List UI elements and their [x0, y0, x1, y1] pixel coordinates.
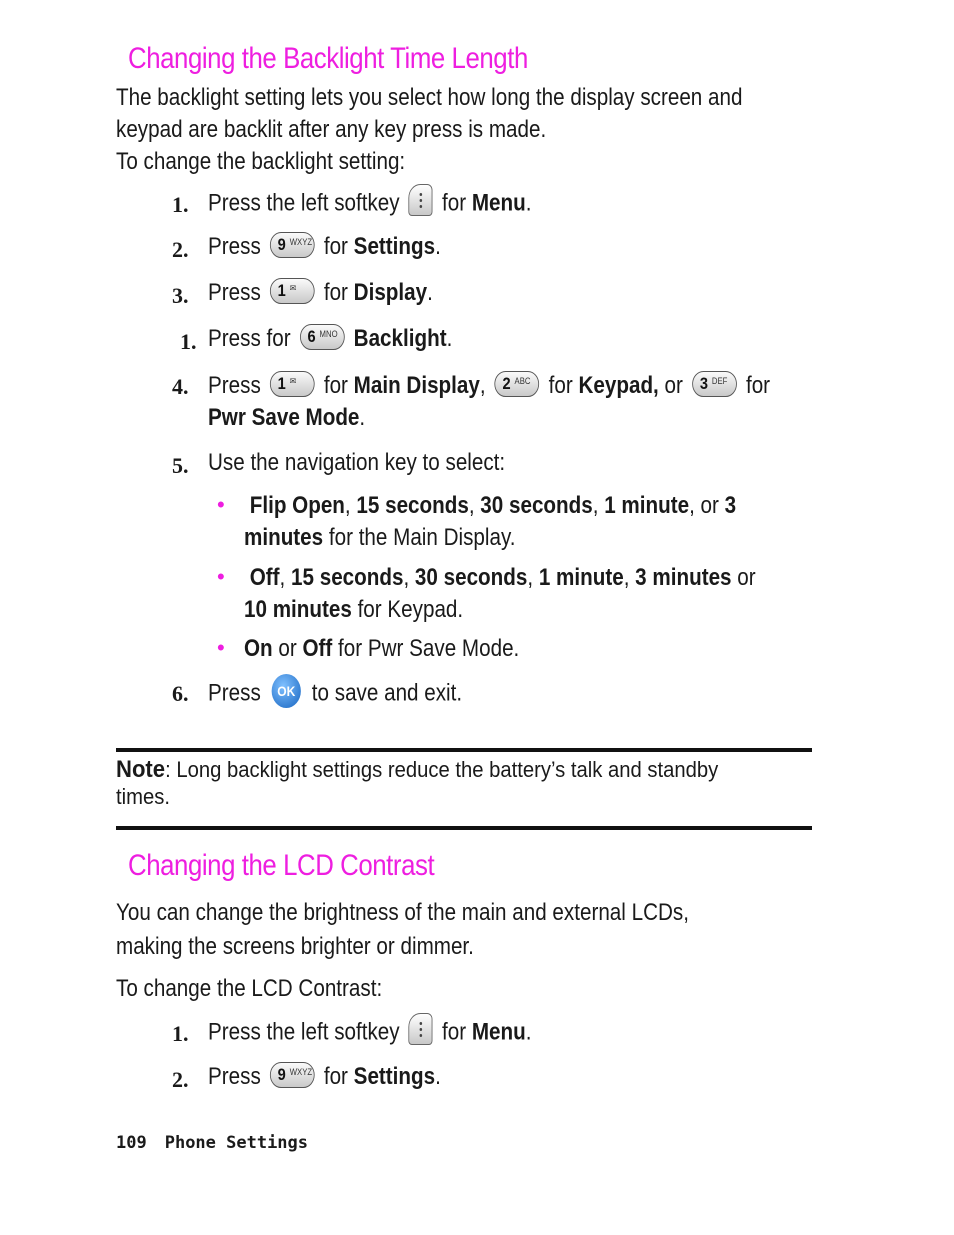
key-1-icon — [270, 371, 315, 397]
step-number: 2. — [172, 237, 189, 262]
key-letters: WXYZ — [289, 1066, 313, 1077]
step-pre: Press the left softkey — [208, 1018, 400, 1046]
intro-line: To change the LCD Contrast: — [116, 975, 383, 1002]
step-text — [208, 370, 770, 434]
step-text — [208, 1017, 531, 1049]
note-top-rule — [116, 748, 812, 752]
bullet-bold: 3 minutes — [635, 564, 732, 591]
step-bold: Settings — [353, 233, 436, 260]
step-text — [208, 188, 531, 220]
bullet-sep: , — [468, 492, 475, 519]
envelope-icon: ✉ — [289, 282, 297, 293]
step-post: . — [427, 279, 433, 306]
step-text: Use the navigation key to select: — [208, 449, 506, 476]
step-number: 1. — [180, 329, 197, 354]
bullet-sep: , — [344, 492, 351, 519]
key-letters: ABC — [514, 375, 531, 386]
step-number: 5. — [172, 453, 189, 478]
key-letters: WXYZ — [289, 236, 313, 247]
step-text — [208, 233, 441, 261]
step-sep: , — [479, 372, 486, 399]
note-text: times. — [116, 784, 170, 809]
bullet-bold: Off — [302, 635, 333, 662]
bullet-bold: 15 seconds — [356, 492, 469, 519]
intro-paragraph — [116, 896, 787, 964]
step-bold: Settings — [353, 1063, 436, 1090]
step-post: to save and exit. — [311, 679, 463, 707]
bullet-tail: for Pwr Save Mode. — [338, 635, 520, 662]
key-2-icon — [495, 371, 540, 397]
bullet-bold: 30 seconds — [480, 492, 593, 519]
intro-line: keypad are backlit after any key press is made. — [116, 116, 547, 143]
step-mid: for — [323, 233, 348, 260]
key-9-icon — [270, 1062, 315, 1088]
key-number: 1 — [277, 280, 286, 300]
key-3-icon — [692, 371, 737, 397]
note-text: : Long backlight settings reduce the battery’s talk and standby — [165, 757, 719, 782]
bullet-icon: • — [217, 564, 225, 589]
bullet-sep: , or — [689, 492, 719, 519]
key-9-icon — [270, 232, 315, 258]
step-number: 3. — [172, 283, 189, 308]
step-post: . — [359, 404, 366, 431]
bullet-text — [244, 490, 736, 554]
bullet-icon: • — [217, 492, 225, 517]
step-post: . — [435, 233, 441, 260]
bullet-sep: or — [278, 635, 297, 662]
page-footer — [116, 1133, 308, 1153]
page-number: 109 — [116, 1133, 147, 1153]
key-number: 3 — [699, 373, 708, 393]
bullet-bold: On — [244, 635, 273, 662]
bullet-bold: Flip Open — [249, 492, 345, 519]
intro-line: making the screens brighter or dimmer. — [116, 933, 474, 960]
bullet-tail: for Keypad. — [357, 596, 464, 623]
left-softkey-icon — [409, 184, 433, 216]
step-pre: Press — [208, 372, 261, 399]
step-bold: Main Display — [353, 372, 480, 399]
bullet-text — [244, 633, 519, 665]
step-pre: Press — [208, 1063, 261, 1090]
step-post: . — [435, 1063, 441, 1090]
note-bottom-rule — [116, 826, 812, 830]
step-number: 1. — [172, 1021, 189, 1046]
step-post: . — [525, 189, 532, 217]
intro-line: You can change the brightness of the main and external LCDs, — [116, 899, 689, 926]
step-mid: for — [323, 372, 348, 399]
step-or: or — [664, 372, 683, 399]
envelope-icon: ✉ — [289, 375, 297, 386]
step-bold: Menu — [471, 189, 526, 217]
bullet-bold: Off — [249, 564, 280, 591]
step-text — [208, 677, 462, 711]
key-letters: MNO — [319, 328, 338, 339]
bullet-sep: or — [737, 564, 756, 591]
bullet-icon: • — [217, 635, 225, 660]
step-mid: for — [323, 1063, 348, 1090]
bullet-sep: , — [592, 492, 599, 519]
key-number: 1 — [277, 373, 286, 393]
key-6-icon — [300, 324, 345, 350]
bullet-text — [244, 562, 756, 626]
bullet-bold: minutes — [244, 524, 324, 551]
bullet-bold: 10 minutes — [244, 596, 352, 623]
step-bold: Backlight — [353, 325, 447, 352]
step-number: 4. — [172, 374, 189, 399]
bullet-bold: 15 seconds — [291, 564, 404, 591]
footer-section-title: Phone Settings — [164, 1133, 309, 1153]
left-softkey-icon — [409, 1013, 433, 1045]
key-number: 6 — [307, 326, 316, 346]
step-mid: for — [442, 1018, 467, 1046]
section-heading-lcd-contrast: Changing the LCD Contrast — [128, 849, 435, 882]
step-text — [208, 325, 452, 353]
step-mid: for — [323, 279, 348, 306]
ok-key-icon: OK — [272, 674, 301, 708]
step-bold: Keypad, — [578, 372, 659, 399]
step-post: . — [446, 325, 453, 352]
bullet-bold: 1 minute — [538, 564, 624, 591]
step-mid: for — [745, 372, 771, 399]
step-pre: Press — [208, 233, 261, 260]
key-number: 2 — [502, 373, 511, 393]
bullet-tail: for the Main Display. — [328, 524, 516, 551]
bullet-sep: , — [527, 564, 534, 591]
bullet-sep: , — [623, 564, 630, 591]
step-number: 6. — [172, 681, 189, 706]
step-post: . — [525, 1018, 532, 1046]
step-pre: Press the left softkey — [208, 189, 400, 217]
intro-line: The backlight setting lets you select how long the display screen and — [116, 84, 743, 111]
bullet-sep: , — [279, 564, 286, 591]
bullet-bold: 3 — [724, 492, 737, 519]
key-1-icon — [270, 278, 315, 304]
note-label: Note — [116, 756, 166, 783]
step-bold: Display — [353, 279, 428, 306]
section-heading-backlight: Changing the Backlight Time Length — [128, 42, 528, 75]
step-text — [208, 279, 433, 307]
key-number: 9 — [277, 1064, 286, 1084]
step-pre: Press — [208, 679, 261, 707]
key-letters: DEF — [711, 375, 728, 386]
intro-paragraph — [116, 82, 787, 178]
step-number: 1. — [172, 192, 189, 217]
step-pre: Press for — [208, 325, 291, 352]
bullet-sep: , — [403, 564, 410, 591]
step-bold: Menu — [471, 1018, 526, 1046]
step-number: 2. — [172, 1067, 189, 1092]
step-bold: Pwr Save Mode — [208, 404, 360, 431]
note-block — [116, 756, 778, 810]
intro-line: To change the backlight setting: — [116, 148, 406, 175]
key-number: 9 — [277, 234, 286, 254]
bullet-bold: 30 seconds — [414, 564, 528, 591]
step-mid: for — [442, 189, 467, 217]
step-text — [208, 1063, 441, 1091]
step-mid: for — [548, 372, 573, 399]
step-pre: Press — [208, 279, 261, 306]
bullet-bold: 1 minute — [604, 492, 690, 519]
